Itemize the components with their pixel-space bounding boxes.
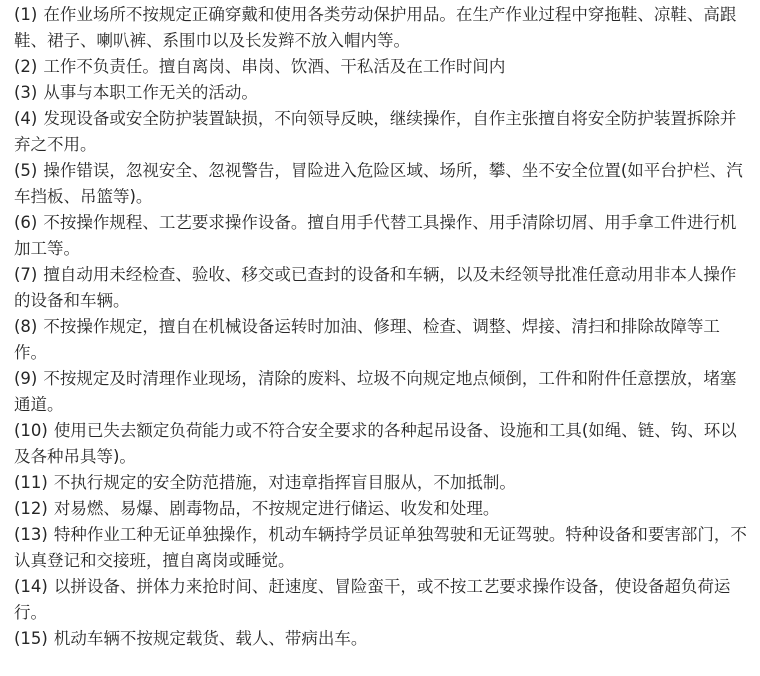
item-number: (15) [14, 629, 48, 648]
item-number: (6) [14, 213, 38, 232]
list-item [14, 470, 752, 496]
item-number: (2) [14, 57, 38, 76]
item-number: (12) [14, 499, 48, 518]
item-text: 不按操作规程、工艺要求操作设备。擅自用手代替工具操作、用手清除切屑、用手拿工件进行机加工等。 [14, 213, 737, 258]
item-text: 不按操作规定，擅自在机械设备运转时加油、修理、检查、调整、焊接、清扫和排除故障等工作。 [14, 317, 720, 362]
item-text: 机动车辆不按规定载货、载人、带病出车。 [53, 629, 368, 648]
item-number: (9) [14, 369, 38, 388]
list-item [14, 106, 752, 158]
item-number: (3) [14, 83, 38, 102]
item-text: 操作错误，忽视安全、忽视警告，冒险进入危险区域、场所，攀、坐不安全位置(如平台护栏、汽车挡板、吊篮等)。 [14, 161, 743, 206]
item-text: 发现设备或安全防护装置缺损，不向领导反映，继续操作，自作主张擅自将安全防护装置拆除并弃之不用。 [14, 109, 737, 154]
item-text: 从事与本职工作无关的活动。 [43, 83, 258, 102]
list-item [14, 80, 752, 106]
item-text: 以拼设备、拼体力来抢时间、赶速度、冒险蛮干，或不按工艺要求操作设备，使设备超负荷运行。 [14, 577, 731, 622]
list-item [14, 210, 752, 262]
item-text: 在作业场所不按规定正确穿戴和使用各类劳动保护用品。在生产作业过程中穿拖鞋、凉鞋、高跟鞋、裙子、喇叭裤、系围巾以及长发辫不放入帽内等。 [14, 5, 737, 50]
list-item [14, 496, 752, 522]
item-number: (8) [14, 317, 38, 336]
list-item [14, 366, 752, 418]
item-text: 擅自动用未经检查、验收、移交或已查封的设备和车辆，以及未经领导批准任意动用非本人操作的设备和车辆。 [14, 265, 737, 310]
item-number: (7) [14, 265, 38, 284]
item-text: 不执行规定的安全防范措施，对违章指挥盲目服从，不加抵制。 [53, 473, 516, 492]
item-text: 工作不负责任。擅自离岗、串岗、饮酒、干私活及在工作时间内 [43, 57, 506, 76]
list-item [14, 314, 752, 366]
list-item [14, 418, 752, 470]
list-item [14, 2, 752, 54]
item-text: 使用已失去额定负荷能力或不符合安全要求的各种起吊设备、设施和工具(如绳、链、钩、环以及各种吊具等)。 [14, 421, 737, 466]
item-text: 不按规定及时清理作业现场，清除的废料、垃圾不向规定地点倾倒，工件和附件任意摆放，堵塞通道。 [14, 369, 737, 414]
item-text: 特种作业工种无证单独操作，机动车辆持学员证单独驾驶和无证驾驶。特种设备和要害部门，不认真登记和交接班，擅自离岗或睡觉。 [14, 525, 747, 570]
list-item [14, 574, 752, 626]
item-number: (5) [14, 161, 38, 180]
item-number: (1) [14, 5, 38, 24]
list-item [14, 54, 752, 80]
item-number: (4) [14, 109, 38, 128]
list-item [14, 522, 752, 574]
item-number: (14) [14, 577, 48, 596]
list-item [14, 158, 752, 210]
list-item [14, 262, 752, 314]
item-number: (13) [14, 525, 48, 544]
item-number: (11) [14, 473, 48, 492]
item-number: (10) [14, 421, 48, 440]
list-item [14, 626, 752, 652]
item-text: 对易燃、易爆、剧毒物品，不按规定进行储运、收发和处理。 [53, 499, 500, 518]
